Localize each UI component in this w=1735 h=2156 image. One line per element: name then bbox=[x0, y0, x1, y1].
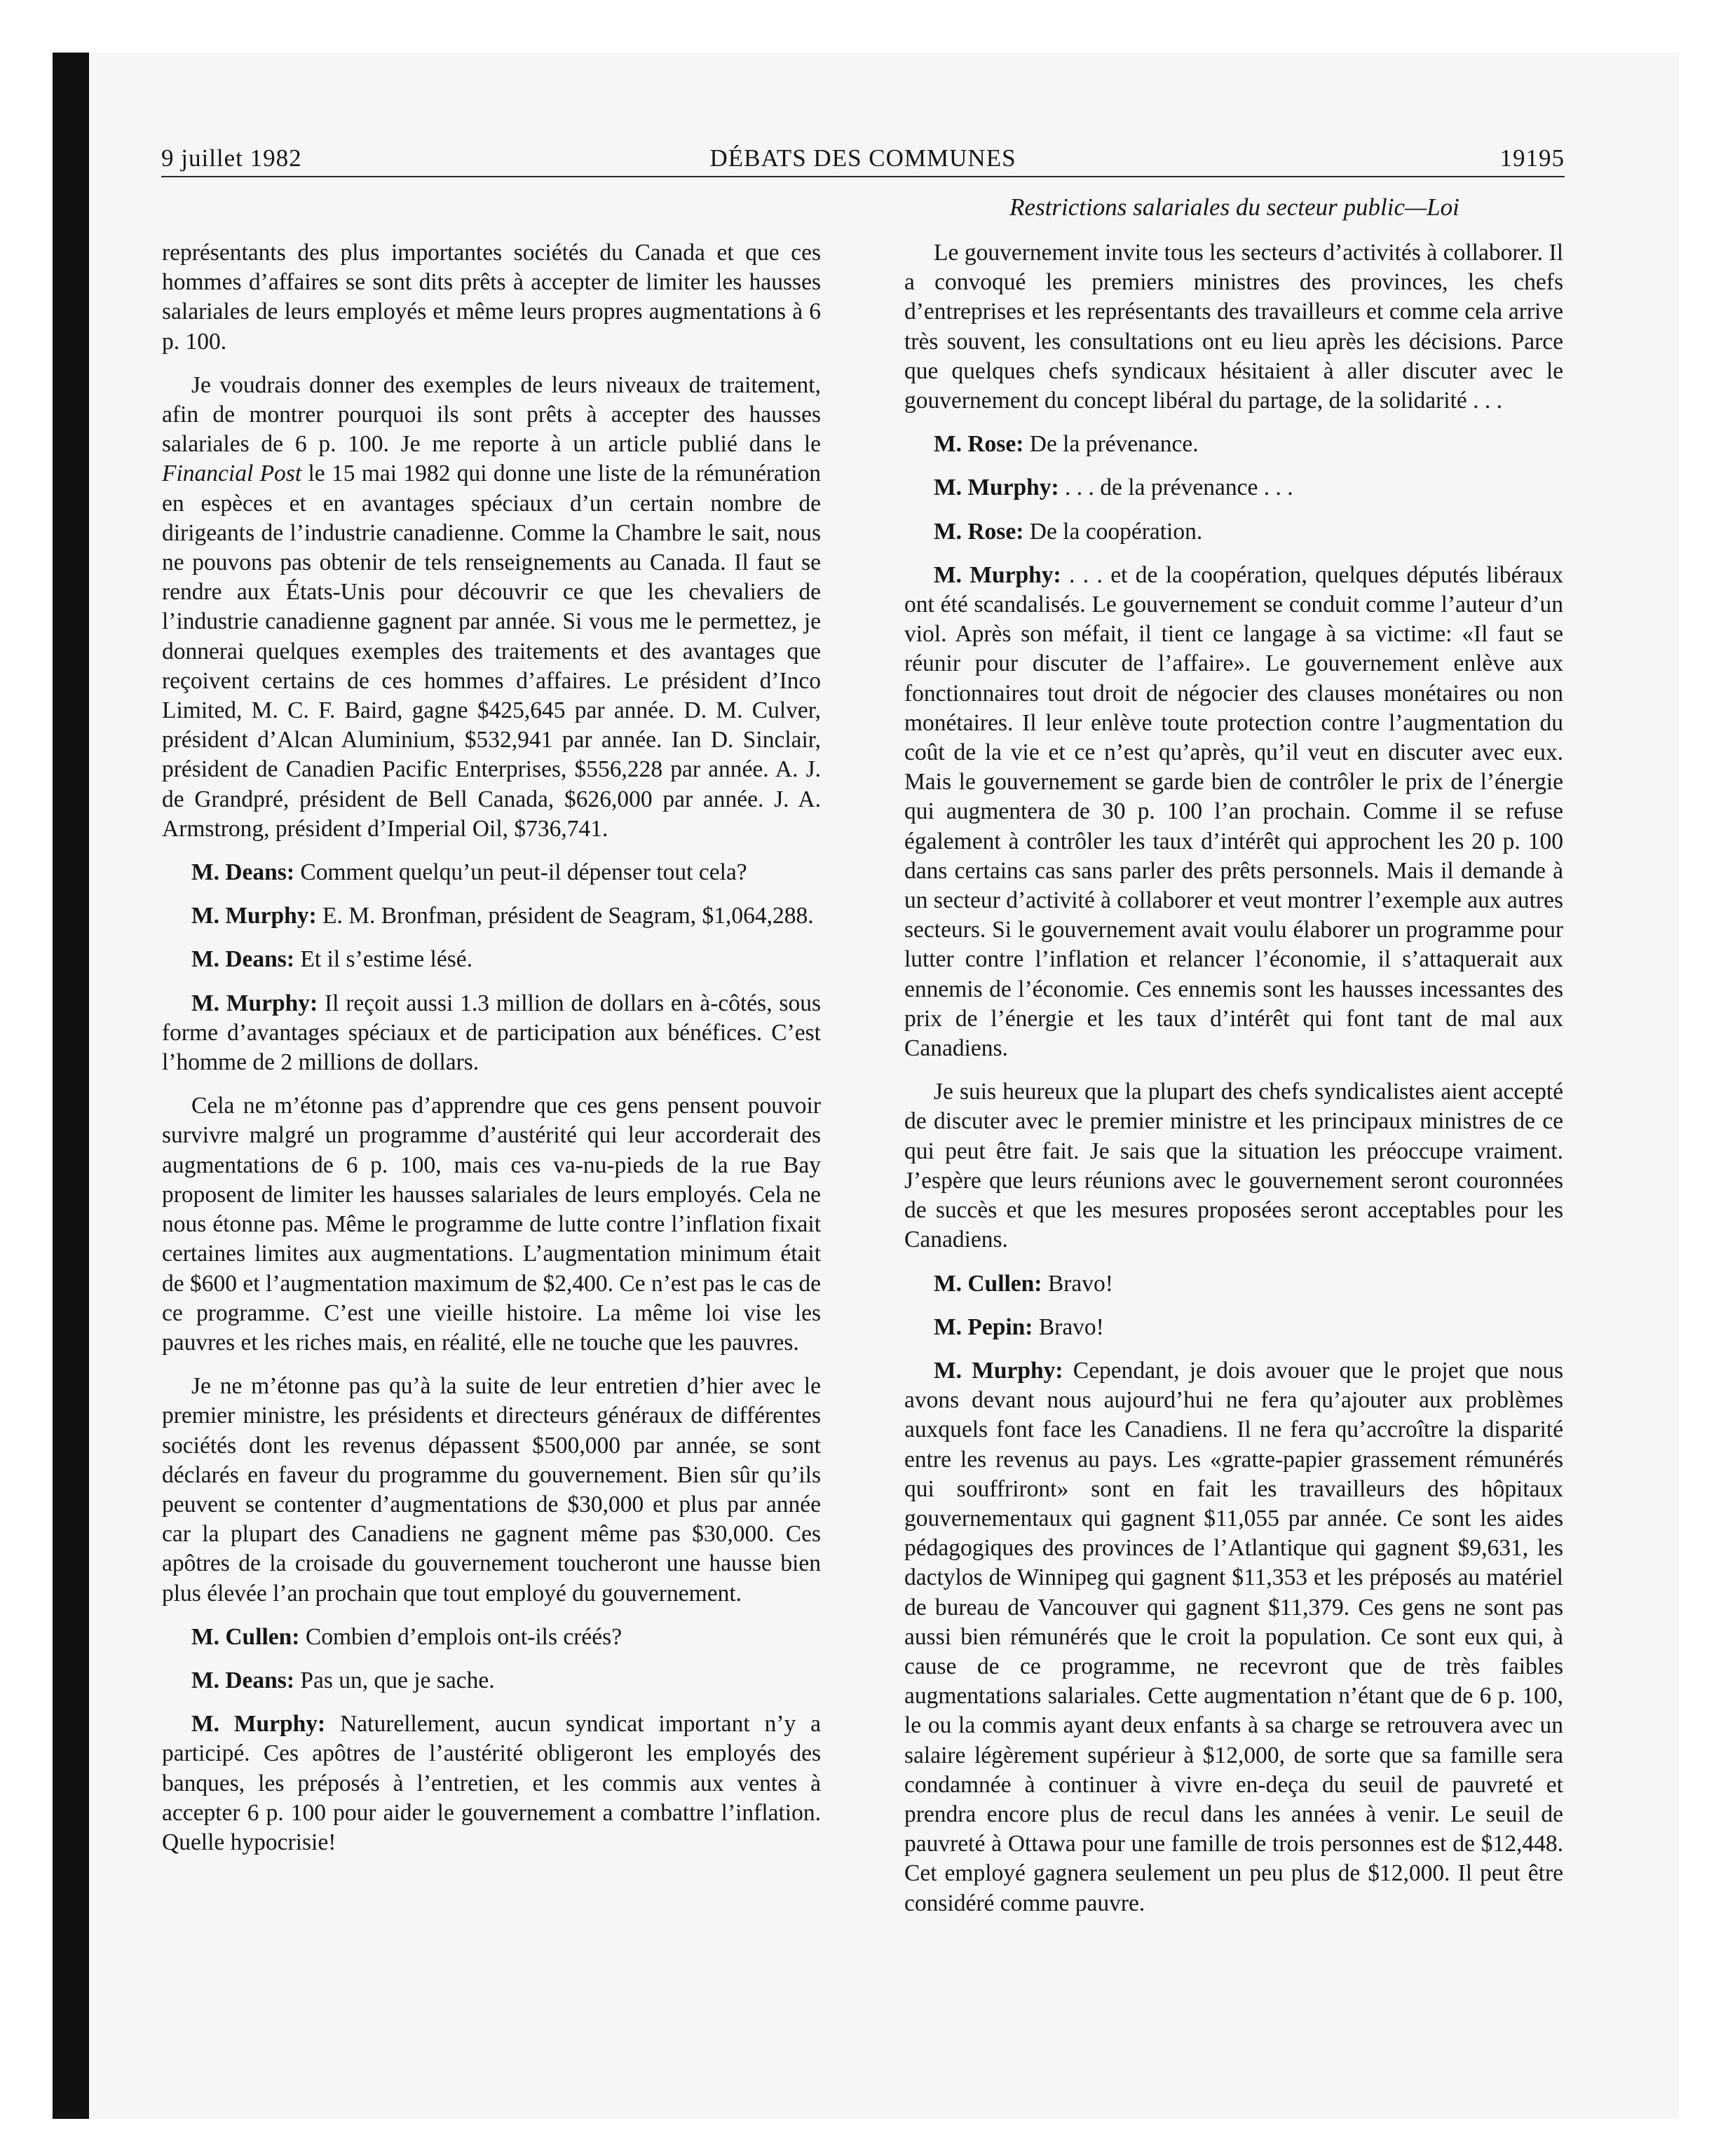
speech-text: De la prévenance. bbox=[1023, 431, 1199, 458]
speech bbox=[904, 1269, 1563, 1299]
speaker-name: M. Murphy: bbox=[934, 475, 1059, 501]
left-column bbox=[162, 238, 821, 1871]
speech-text: E. M. Bronfman, président de Seagram, $1,064,288. bbox=[316, 903, 814, 929]
speaker-name: M. Murphy: bbox=[191, 903, 317, 929]
speech-text: Cependant, je dois avouer que le projet que nous avons devant nous aujourd’hui ne fera qu’ajouter aux problèmes auxquels font face les Canadiens. Il ne fera qu’accroître la disparité entre les revenus au pays. Les «gratte-papier grassement rémunérés qui souffriront» sont en fait les travailleurs des hôpitaux gouvernementaux qui gagnent $11,055 par année. Ce sont les aides pédagogiques des provinces de l’Atlantique qui gagnent $9,631, les dactylos de Winnipeg qui gagnent $11,353 et les préposés au matériel de bureau de Vancouver qui gagnent $11,379. Ces gens ne sont pas aussi bien rémunérés que le croit la population. Ce sont eux qui, à cause de ce programme, ne recevront que de très faibles augmentations salariales. Cette augmentation n’étant que de 6 p. 100, le ou la commis ayant deux enfants à sa charge se retrouvera avec un salaire légèrement supérieur à $12,000, de sorte que sa famille sera condamnée à continuer à vivre en-deça du seuil de pauvreté et prendra encore plus de recul dans les années à venir. Le seuil de pauvreté à Ottawa pour une famille de trois personnes est de $12,448. Cet employé gagnera seulement un peu plus de $12,000. Il peut être considéré comme pauvre. bbox=[904, 1357, 1564, 1916]
speaker-name: M. Rose: bbox=[934, 518, 1024, 545]
speaker-name: M. Murphy: bbox=[191, 990, 318, 1016]
speech-text: Naturellement, aucun syndicat important n’y a participé. Ces apôtres de l’austérité obligeront les employés des banques, les préposés à l’entretien, et les commis aux ventes à accepter 6 p. 100 pour aider le gouvernement a combattre l’inflation. Quelle hypocrisie! bbox=[162, 1711, 821, 1855]
speech bbox=[904, 517, 1563, 547]
speech-text: Bravo! bbox=[1033, 1314, 1104, 1340]
speech-text: Comment quelqu’un peut-il dépenser tout cela? bbox=[294, 859, 747, 886]
paragraph: Cela ne m’étonne pas d’apprendre que ces gens pensent pouvoir survivre malgré un programme d’austérité qui leur accorderait des augmentations de 6 p. 100, mais ces va-nu-pieds de la rue Bay proposent de limiter les hausses salariales de leurs employés. Cela ne nous étonne pas. Même le programme de lutte contre l’inflation fixait certaines limites aux augmentations. L’augmentation minimum était de $600 et l’augmentation maximum de $2,400. Ce n’est pas le cas de ce programme. C’est une vieille histoire. La même loi vise les pauvres et les riches mais, en réalité, elle ne touche que les pauvres. bbox=[162, 1093, 821, 1356]
speaker-name: M. Rose: bbox=[934, 431, 1024, 458]
speech bbox=[162, 858, 821, 887]
speech-text: . . . et de la coopération, quelques députés libéraux ont été scandalisés. Le gouvernement se conduit comme l’auteur d’un viol. Après son méfait, il tient ce langage à sa victime: «Il faut se réunir pour discuter de l’affaire». Le gouvernement enlève aux fonctionnaires tout droit de négocier des clauses monétaires ou non monétaires. Il leur enlève toute protection contre l’augmentation du coût de la vie et ce n’est qu’après, qu’il veut en discuter avec eux. Mais le gouvernement se garde bien de contrôler le prix de l’énergie qui augmentera de 30 p. 100 l’an prochain. Comme il se refuse également à contrôler les taux d’intérêt qui approchent les 20 p. 100 dans certains cas sans parler des prêts personnels. Mais il demande à un secteur d’activité à collaborer et veut montrer l’exemple aux autres secteurs. Si le gouvernement avait voulu élaborer un programme pour lutter contre l’inflation et relancer l’économie, il s’attaquerait aux ennemis de l’économie. Ces ennemis sont les hausses incessantes des prix de l’énergie et les taux d’intérêt qui font tant de mal aux Canadiens. bbox=[904, 561, 1563, 1062]
paragraph bbox=[162, 371, 821, 844]
speech-text: De la coopération. bbox=[1023, 518, 1203, 545]
section-subheading: Restrictions salariales du secteur public—Loi bbox=[1009, 193, 1460, 221]
speech bbox=[162, 989, 821, 1078]
speech bbox=[162, 945, 821, 974]
paragraph: représentants des plus importantes sociétés du Canada et que ces hommes d’affaires se sont dits prêts à accepter de limiter les hausses salariales de leurs employés et même leurs propres augmentations à 6 p. 100. bbox=[162, 240, 821, 355]
speech bbox=[162, 1666, 821, 1696]
speaker-name: M. Cullen: bbox=[934, 1270, 1042, 1297]
speaker-name: M. Pepin: bbox=[934, 1314, 1033, 1340]
speech bbox=[904, 561, 1563, 1063]
speaker-name: M. Murphy: bbox=[191, 1711, 326, 1738]
speech bbox=[162, 1623, 821, 1652]
paragraph-text: le 15 mai 1982 qui donne une liste de la rémunération en espèces et en avantages spéciaux d’un certain nombre de dirigeants de l’industrie canadienne. Comme la Chambre le sait, nous ne pouvons pas obtenir de tels renseignements au Canada. Il faut se rendre aux États-Unis pour découvrir ce que les chevaliers de l’industrie canadienne gagnent par année. Si vous me le permettez, je donnerai quelques exemples des traitements et des avantages que reçoivent certains de ces hommes d’affaires. Le président d’Inco Limited, M. C. F. Baird, gagne $425,645 par année. D. M. Culver, président d’Alcan Aluminium, $532,941 par année. Ian D. Sinclair, président de Canadien Pacific Enterprises, $556,228 par année. A. J. de Grandpré, président de Bell Canada, $626,000 par année. J. A. Armstrong, président d’Imperial Oil, $736,741. bbox=[162, 460, 822, 842]
speech bbox=[904, 473, 1563, 503]
speech-text: Pas un, que je sache. bbox=[294, 1667, 495, 1693]
speaker-name: M. Deans: bbox=[191, 946, 295, 973]
paragraph-text: Je voudrais donner des exemples de leurs niveaux de traitement, afin de montrer pourquoi ils sont prêts à accepter des hausses salariales de 6 p. 100. Je me reporte à un article publié dans le bbox=[162, 371, 821, 458]
speech-text: Bravo! bbox=[1042, 1270, 1113, 1297]
speaker-name: M. Murphy: bbox=[934, 1357, 1063, 1384]
paragraph: Le gouvernement invite tous les secteurs d’activités à collaborer. Il a convoqué les premiers ministres des provinces, les chefs d’entreprises et les représentants des travailleurs et comme cela arrive très souvent, les consultations ont eu lieu après les décisions. Parce que quelques chefs syndicaux hésitaient à aller discuter avec le gouvernement du concept libéral du partage, de la solidarité . . . bbox=[904, 240, 1563, 414]
publication-title: Financial Post bbox=[162, 460, 302, 487]
speech bbox=[904, 1356, 1563, 1918]
paragraph: Je suis heureux que la plupart des chefs syndicalistes aient accepté de discuter avec le premier ministre et les principaux ministres de ce qui peut être fait. Je sais que la situation les préoccupe vraiment. J’espère que leurs réunions avec le gouvernement seront couronnées de succès et que les mesures proposées seront acceptables pour les Canadiens. bbox=[904, 1079, 1563, 1253]
speech-text: . . . de la prévenance . . . bbox=[1059, 475, 1293, 501]
header-page-number: 19195 bbox=[1499, 144, 1565, 172]
speech-text: Combien d’emplois ont-ils créés? bbox=[299, 1623, 622, 1650]
speech bbox=[904, 1313, 1563, 1342]
right-column bbox=[904, 238, 1563, 1932]
scan-border bbox=[53, 53, 89, 2119]
speech bbox=[904, 430, 1563, 459]
paragraph: Je ne m’étonne pas qu’à la suite de leur entretien d’hier avec le premier ministre, les présidents et directeurs généraux de différentes sociétés dont les revenus dépassent $500,000 par année, se sont déclarés en faveur du programme du gouvernement. Bien sûr qu’ils peuvent se contenter d’augmentations de $30,000 et plus par année car la plupart des Canadiens ne gagnent même pas $30,000. Ces apôtres de la croisade du gouvernement toucheront une hausse bien plus élevée l’an prochain que tout employé du gouvernement. bbox=[162, 1373, 821, 1606]
speaker-name: M. Murphy: bbox=[934, 561, 1061, 588]
speaker-name: M. Deans: bbox=[191, 1667, 295, 1693]
header-title: DÉBATS DES COMMUNES bbox=[709, 144, 1016, 172]
speaker-name: M. Cullen: bbox=[191, 1623, 300, 1650]
speaker-name: M. Deans: bbox=[191, 859, 295, 886]
speech bbox=[162, 901, 821, 931]
speech bbox=[162, 1710, 821, 1857]
speech-text: Il reçoit aussi 1.3 million de dollars en à-côtés, sous forme d’avantages spéciaux et de participation aux bénéfices. C’est l’homme de 2 millions de dollars. bbox=[162, 990, 821, 1076]
header-date: 9 juillet 1982 bbox=[161, 144, 302, 172]
speech-text: Et il s’estime lésé. bbox=[294, 946, 472, 973]
header-rule bbox=[161, 176, 1565, 177]
